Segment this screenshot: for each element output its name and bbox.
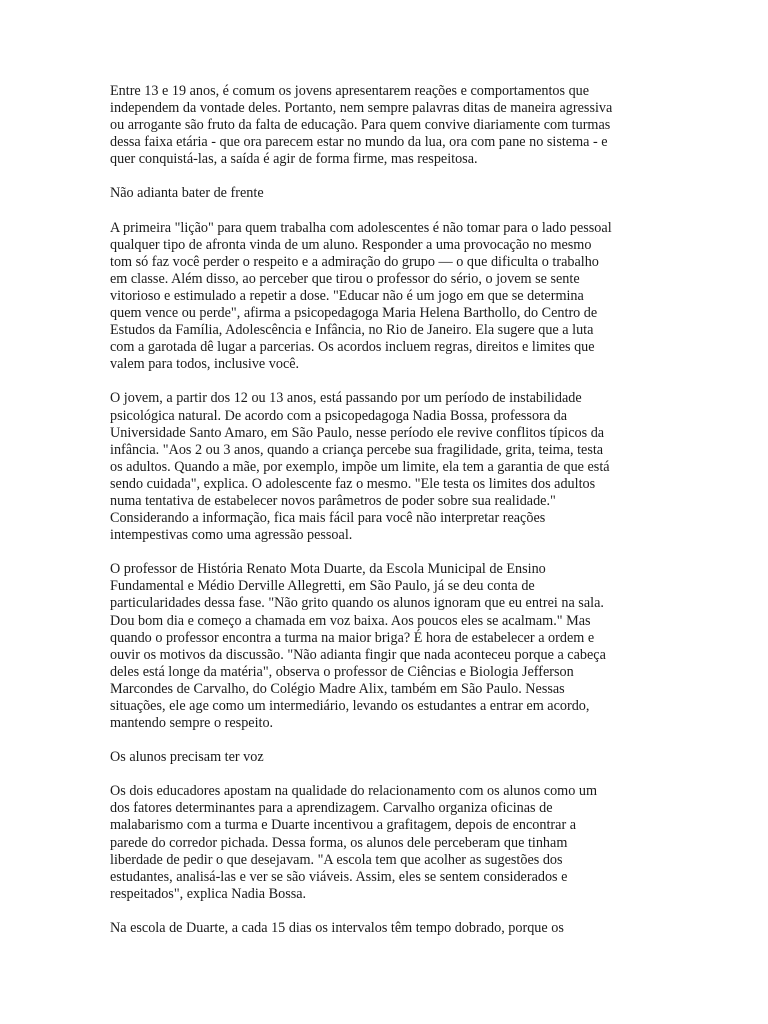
text-line: Fundamental e Médio Derville Allegretti, em São Paulo, já se deu conta de xyxy=(110,578,535,595)
text-line: ouvir os motivos da discussão. "Não adianta fingir que nada aconteceu porque a cabeça xyxy=(110,646,606,663)
text-line: situações, ele age como um intermediário, levando os estudantes a entrar em acordo, xyxy=(110,698,590,714)
text-line: valem para todos, inclusive você. xyxy=(110,356,300,373)
paragraph xyxy=(110,561,670,732)
text-line: liberdade de pedir o que desejavam. "A escola tem que acolher as sugestões dos xyxy=(110,851,563,868)
text-line: numa tentativa de estabelecer novos parâmetros de poder sobre sua realidade." xyxy=(110,492,556,509)
text-line: Universidade Santo Amaro, em São Paulo, nesse período ele revive conflitos típicos da xyxy=(110,424,605,441)
text-line: psicológica natural. De acordo com a psicopedagoga Nadia Bossa, professora da xyxy=(110,407,567,424)
text-line: infância. "Aos 2 ou 3 anos, quando a criança percebe sua fragilidade, grita, teima, testa xyxy=(110,441,604,458)
paragraph xyxy=(110,783,670,903)
text-line: com a garotada dê lugar a parcerias. Os acordos incluem regras, direitos e limites que xyxy=(110,339,595,356)
text-line: dos fatores determinantes para a aprendizagem. Carvalho organiza oficinas de xyxy=(110,800,553,817)
text-line: Marcondes de Carvalho, do Colégio Madre Alix, também em São Paulo. Nessas xyxy=(110,680,565,697)
text-line: qualquer tipo de afronta vinda de um aluno. Responder a uma provocação no mesmo xyxy=(110,236,592,253)
text-line: quer conquistá-las, a saída é agir de forma firme, mas respeitosa. xyxy=(110,151,478,168)
text-line: Considerando a informação, fica mais fácil para você não interpretar reações xyxy=(110,510,546,527)
text-line: malabarismo com a turma e Duarte incentivou a grafitagem, depois de encontrar a xyxy=(110,817,577,834)
text-line: O professor de História Renato Mota Duarte, da Escola Municipal de Ensino xyxy=(110,561,546,578)
text-line: estudantes, analisá-las e ver se são viáveis. Assim, eles se sentem considerados e xyxy=(110,868,568,885)
text-line: respeitados", explica Nadia Bossa. xyxy=(110,885,307,902)
text-line: os adultos. Quando a mãe, por exemplo, impõe um limite, ela tem a garantia de que está xyxy=(110,458,610,475)
section-heading xyxy=(110,749,670,766)
text-line: parede do corredor pichada. Dessa forma, os alunos dele perceberam que tinham xyxy=(110,834,568,851)
text-line: em classe. Além disso, ao perceber que tirou o professor do sério, o jovem se sente xyxy=(110,270,580,287)
paragraph-intro xyxy=(110,83,670,168)
text-line: deles está longe da matéria", observa o professor de Ciências e Biologia Jefferson xyxy=(110,663,574,680)
text-line: independem da vontade deles. Portanto, nem sempre palavras ditas de maneira agressiva xyxy=(110,100,613,117)
text-line: Na escola de Duarte, a cada 15 dias os intervalos têm tempo dobrado, porque os xyxy=(110,919,564,936)
text-line: Os dois educadores apostam na qualidade do relacionamento com os alunos como um xyxy=(110,783,597,800)
text-line: quando o professor encontra a turma na maior briga? É hora de estabelecer a ordem e xyxy=(110,629,595,646)
text-line: O jovem, a partir dos 12 ou 13 anos, está passando por um período de instabilidade xyxy=(110,390,582,407)
section-heading xyxy=(110,185,670,202)
document-page xyxy=(110,83,670,954)
paragraph xyxy=(110,920,670,937)
text-line: vitorioso e estimulado a repetir a dose. "Educar não é um jogo em que se determina xyxy=(110,287,584,304)
text-line: dessa faixa etária - que ora parecem estar no mundo da lua, ora com pane no sistema - e xyxy=(110,134,608,151)
text-line: Dou bom dia e começo a chamada em voz baixa. Aos poucos eles se acalmam." Mas xyxy=(110,612,591,629)
heading-text: Os alunos precisam ter voz xyxy=(110,749,264,766)
text-line: tom só faz você perder o respeito e a admiração do grupo — o que dificulta o trabalho xyxy=(110,253,599,270)
text-line: mantendo sempre o respeito. xyxy=(110,715,274,732)
paragraph xyxy=(110,390,670,544)
text-line: quem vence ou perde", afirma a psicopedagoga Maria Helena Barthollo, do Centro de xyxy=(110,305,598,322)
text-line: particularidades dessa fase. "Não grito quando os alunos ignoram que eu entrei na sala. xyxy=(110,595,604,612)
text-line: sendo cuidada", explica. O adolescente faz o mesmo. "Ele testa os limites dos adultos xyxy=(110,475,596,492)
heading-text: Não adianta bater de frente xyxy=(110,185,264,202)
text-line: intempestivas como uma agressão pessoal. xyxy=(110,527,353,544)
text-line: Entre 13 e 19 anos, é comum os jovens apresentarem reações e comportamentos que xyxy=(110,83,590,99)
text-line: Estudos da Família, Adolescência e Infância, no Rio de Janeiro. Ela sugere que a luta xyxy=(110,322,594,339)
text-line: A primeira "lição" para quem trabalha com adolescentes é não tomar para o lado pessoal xyxy=(110,219,612,236)
paragraph xyxy=(110,220,670,374)
text-line: ou arrogante são fruto da falta de educação. Para quem convive diariamente com turmas xyxy=(110,117,611,134)
